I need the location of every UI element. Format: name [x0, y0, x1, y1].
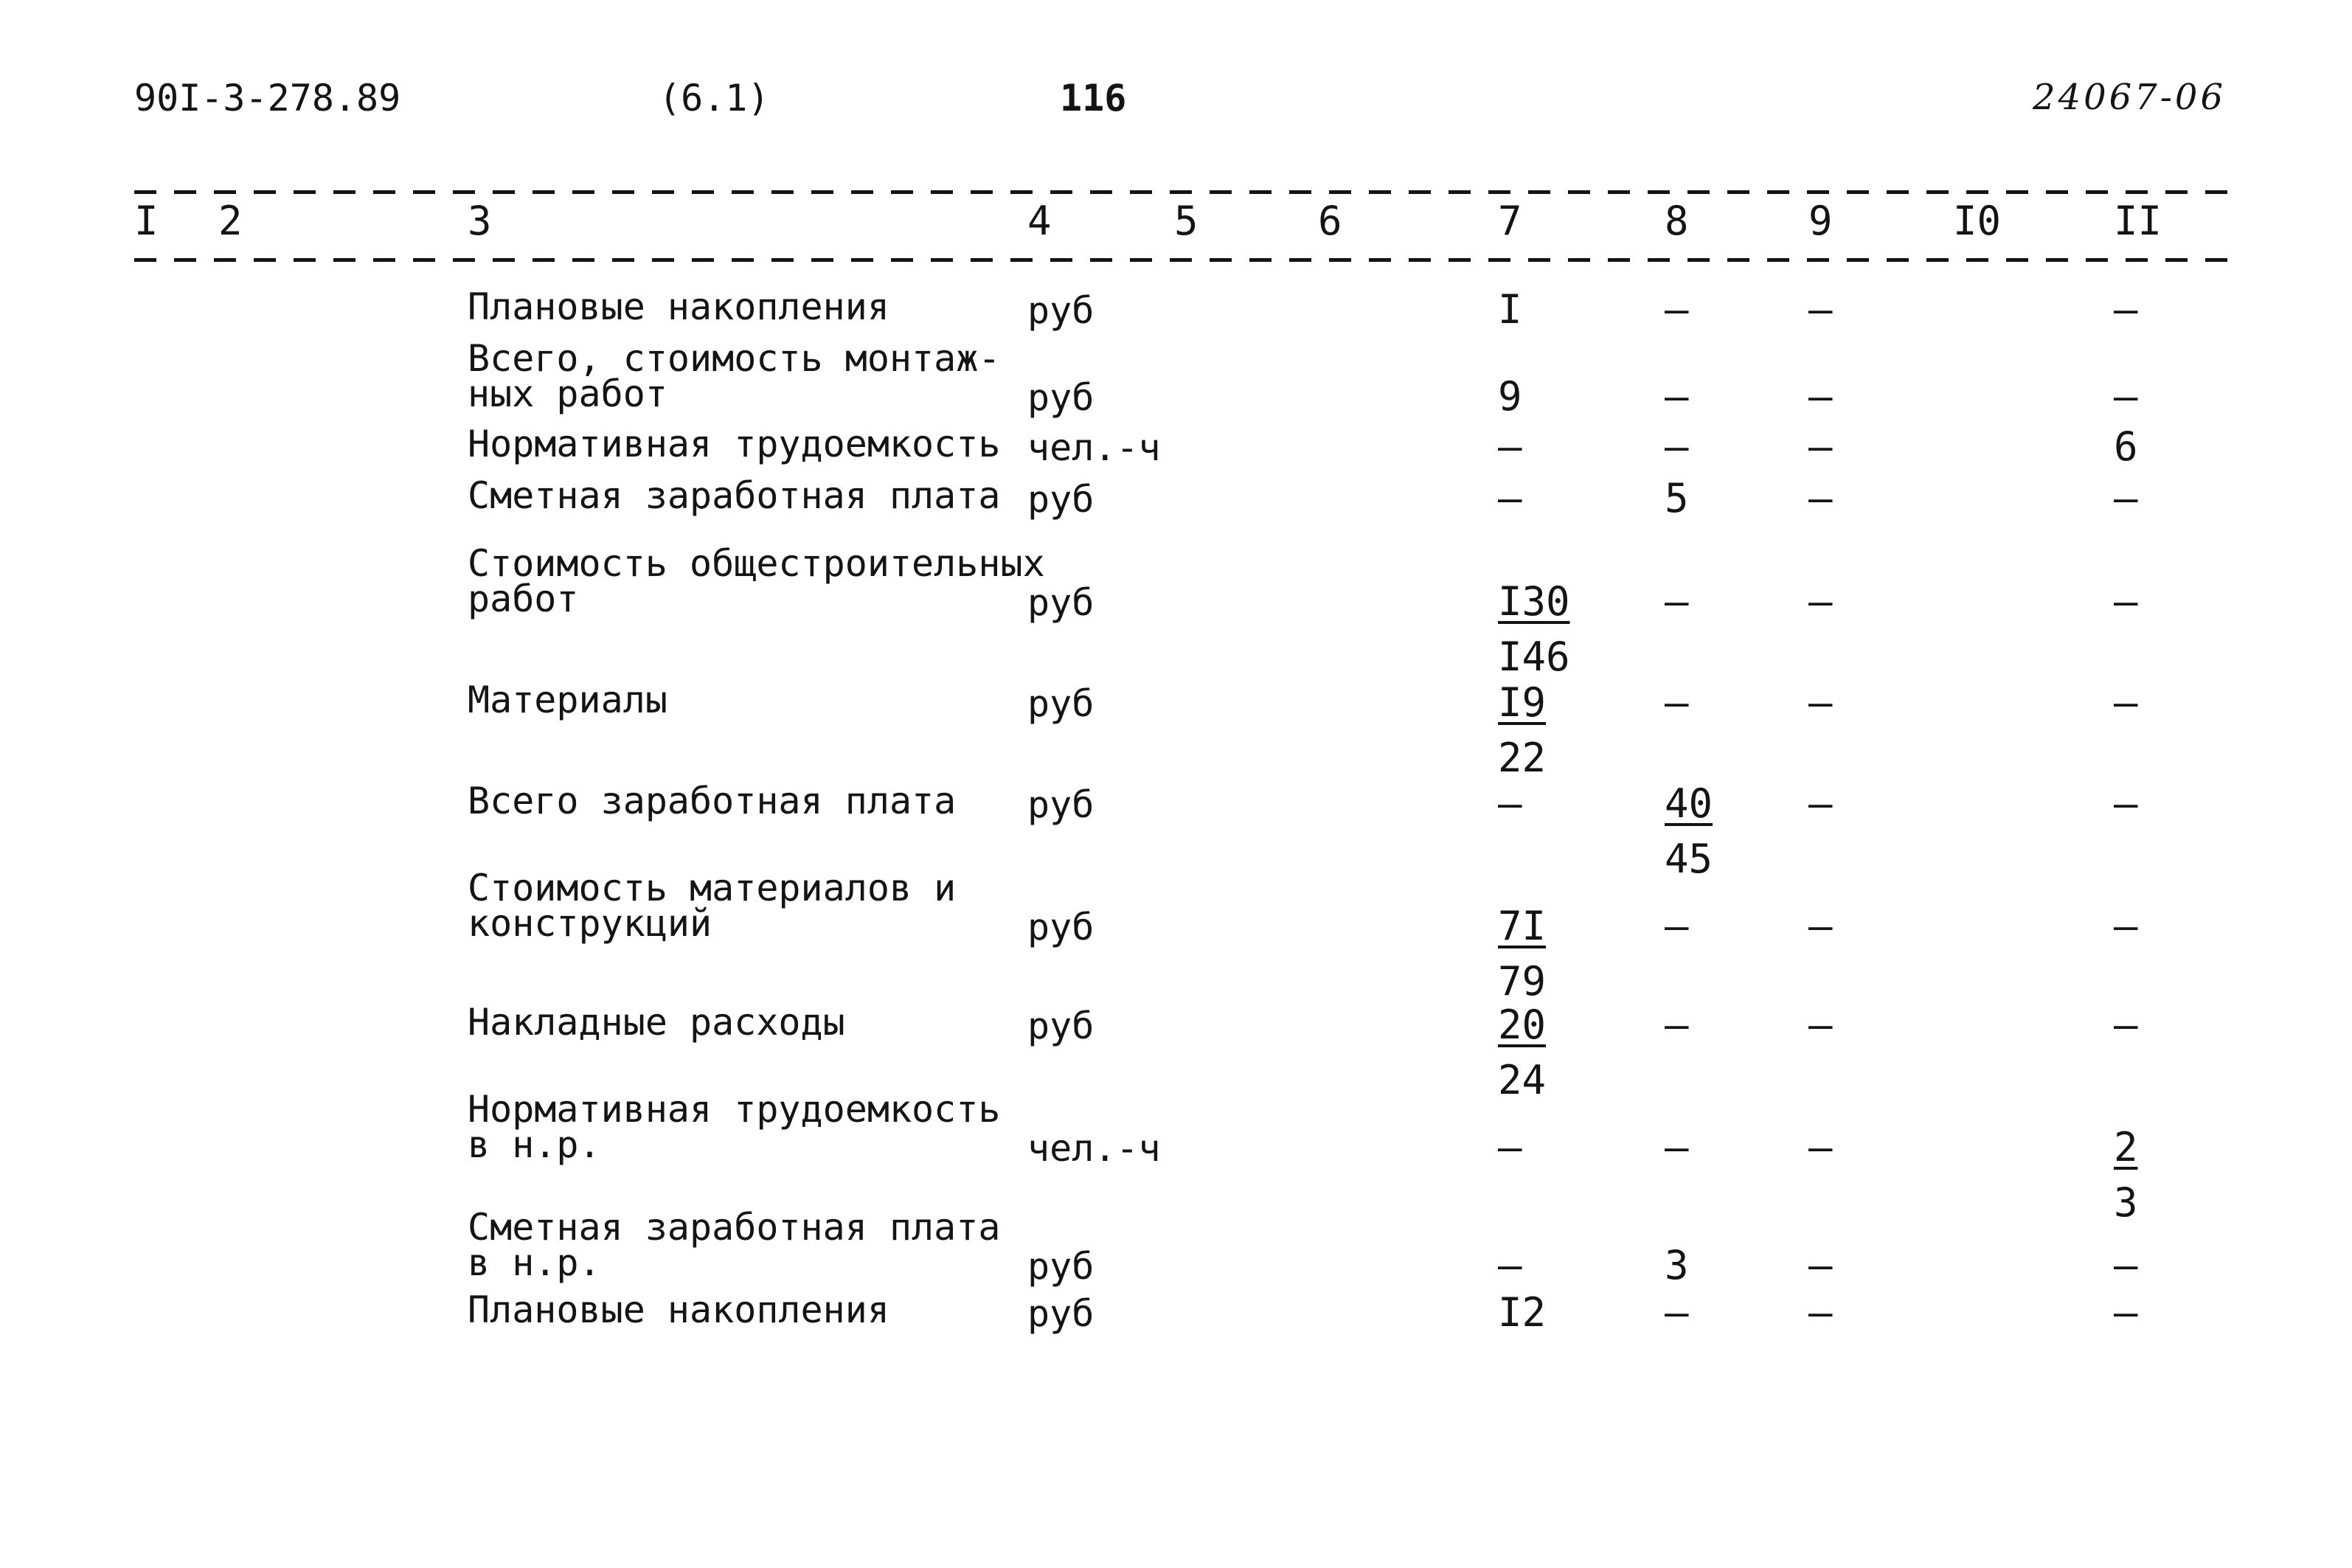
denominator: 45	[1665, 836, 1713, 882]
row-unit: руб	[1027, 1292, 1095, 1335]
cell-value: –	[2114, 903, 2138, 949]
cell-value: 9	[1498, 373, 1522, 420]
row-label: Стоимость общестроительных работ	[468, 542, 1045, 620]
cell-value: I2	[1498, 1289, 1547, 1336]
row-label: Плановые накопления	[468, 285, 889, 328]
row-label: Материалы	[468, 679, 667, 721]
cell-value: –	[2114, 286, 2138, 333]
numerator: I30	[1498, 578, 1570, 625]
fraction-value	[2114, 1124, 2151, 1226]
cell-value: –	[1808, 780, 1833, 827]
column-number: 6	[1318, 198, 1342, 244]
cell-value: –	[1665, 423, 1689, 470]
cell-value: –	[2114, 1242, 2138, 1288]
cell-value: –	[1498, 1242, 1522, 1288]
denominator: I46	[1498, 634, 1570, 680]
cell-value: –	[1808, 475, 1833, 521]
page-number: 116	[1060, 77, 1127, 119]
denominator: 3	[2114, 1179, 2138, 1226]
cell-value: –	[1665, 373, 1689, 420]
cell-value: –	[2114, 780, 2138, 827]
cell-value: –	[1665, 1002, 1689, 1048]
cell-value: –	[2114, 578, 2138, 625]
row-label: Сметная заработная плата в н.р.	[468, 1206, 1001, 1284]
cell-value: –	[1808, 1124, 1833, 1170]
cell-value: –	[1808, 373, 1833, 420]
row-unit: руб	[1027, 682, 1095, 725]
cell-value: –	[1808, 679, 1833, 726]
cell-value: –	[1665, 578, 1689, 625]
cell-value: –	[1808, 286, 1833, 333]
cell-value: –	[1665, 1289, 1689, 1336]
row-unit: руб	[1027, 906, 1095, 948]
row-label: Плановые накопления	[468, 1288, 889, 1331]
row-label: Накладные расходы	[468, 1001, 845, 1044]
cell-value: 5	[1665, 475, 1689, 521]
row-label: Сметная заработная плата	[468, 474, 1001, 517]
column-number: I0	[1953, 198, 2002, 244]
row-unit: руб	[1027, 478, 1095, 521]
denominator: 24	[1498, 1057, 1547, 1103]
column-number: 5	[1174, 198, 1198, 244]
row-unit: руб	[1027, 1005, 1095, 1047]
denominator: 22	[1498, 735, 1547, 781]
row-unit: руб	[1027, 1245, 1095, 1288]
cell-value: –	[2114, 1002, 2138, 1048]
cell-value: –	[1665, 679, 1689, 726]
cell-value: –	[1665, 903, 1689, 949]
numerator: 7I	[1498, 903, 1547, 949]
fraction-value	[1665, 780, 1726, 882]
numerator: 40	[1665, 780, 1713, 827]
column-number: II	[2114, 198, 2162, 244]
column-number: 3	[468, 198, 492, 244]
fraction-value	[1498, 903, 1559, 1005]
column-number: I	[134, 198, 159, 244]
cell-value: –	[1498, 423, 1522, 470]
numerator: 20	[1498, 1002, 1547, 1048]
cell-value: –	[1665, 286, 1689, 333]
cell-value: 3	[1665, 1242, 1689, 1288]
cell-value: –	[1665, 1124, 1689, 1170]
row-label: Нормативная трудоемкость	[468, 423, 1001, 465]
fraction-value	[1498, 679, 1559, 781]
column-number: 7	[1498, 198, 1522, 244]
document-code: 90I-3-278.89	[134, 77, 401, 119]
fraction-value	[1498, 1002, 1559, 1103]
cell-value: –	[1808, 1289, 1833, 1336]
denominator: 79	[1498, 958, 1547, 1005]
cell-value: –	[2114, 679, 2138, 726]
column-number: 9	[1808, 198, 1833, 244]
cell-value: –	[2114, 373, 2138, 420]
row-unit: чел.-ч	[1027, 426, 1161, 469]
fraction-value	[1498, 578, 1583, 680]
row-unit: руб	[1027, 376, 1095, 419]
numerator: 2	[2114, 1124, 2138, 1170]
archive-stamp: 24067-06	[2033, 77, 2226, 118]
table-top-rule	[134, 190, 2235, 194]
section-number: (6.1)	[659, 77, 770, 119]
cell-value: –	[1808, 1002, 1833, 1048]
cell-value: –	[2114, 1289, 2138, 1336]
cell-value: –	[1808, 903, 1833, 949]
cell-value: –	[1808, 578, 1833, 625]
column-number: 8	[1665, 198, 1689, 244]
row-unit: руб	[1027, 783, 1095, 826]
cell-value: –	[2114, 475, 2138, 521]
row-label: Стоимость материалов и конструкций	[468, 867, 957, 945]
cell-value: –	[1498, 1124, 1522, 1170]
column-number: 4	[1027, 198, 1052, 244]
numerator: I9	[1498, 679, 1547, 726]
column-number: 2	[218, 198, 243, 244]
cell-value: –	[1808, 1242, 1833, 1288]
row-label: Всего заработная плата	[468, 780, 957, 822]
table-header-rule	[134, 258, 2235, 262]
cell-value: –	[1498, 475, 1522, 521]
row-unit: руб	[1027, 289, 1095, 332]
cell-value: 6	[2114, 423, 2138, 470]
row-label: Всего, стоимость монтаж- ных работ	[468, 337, 1001, 415]
row-unit: руб	[1027, 581, 1095, 624]
cell-value: I	[1498, 286, 1522, 333]
cell-value: –	[1498, 780, 1522, 827]
row-unit: чел.-ч	[1027, 1127, 1161, 1170]
cell-value: –	[1808, 423, 1833, 470]
row-label: Нормативная трудоемкость в н.р.	[468, 1088, 1001, 1166]
